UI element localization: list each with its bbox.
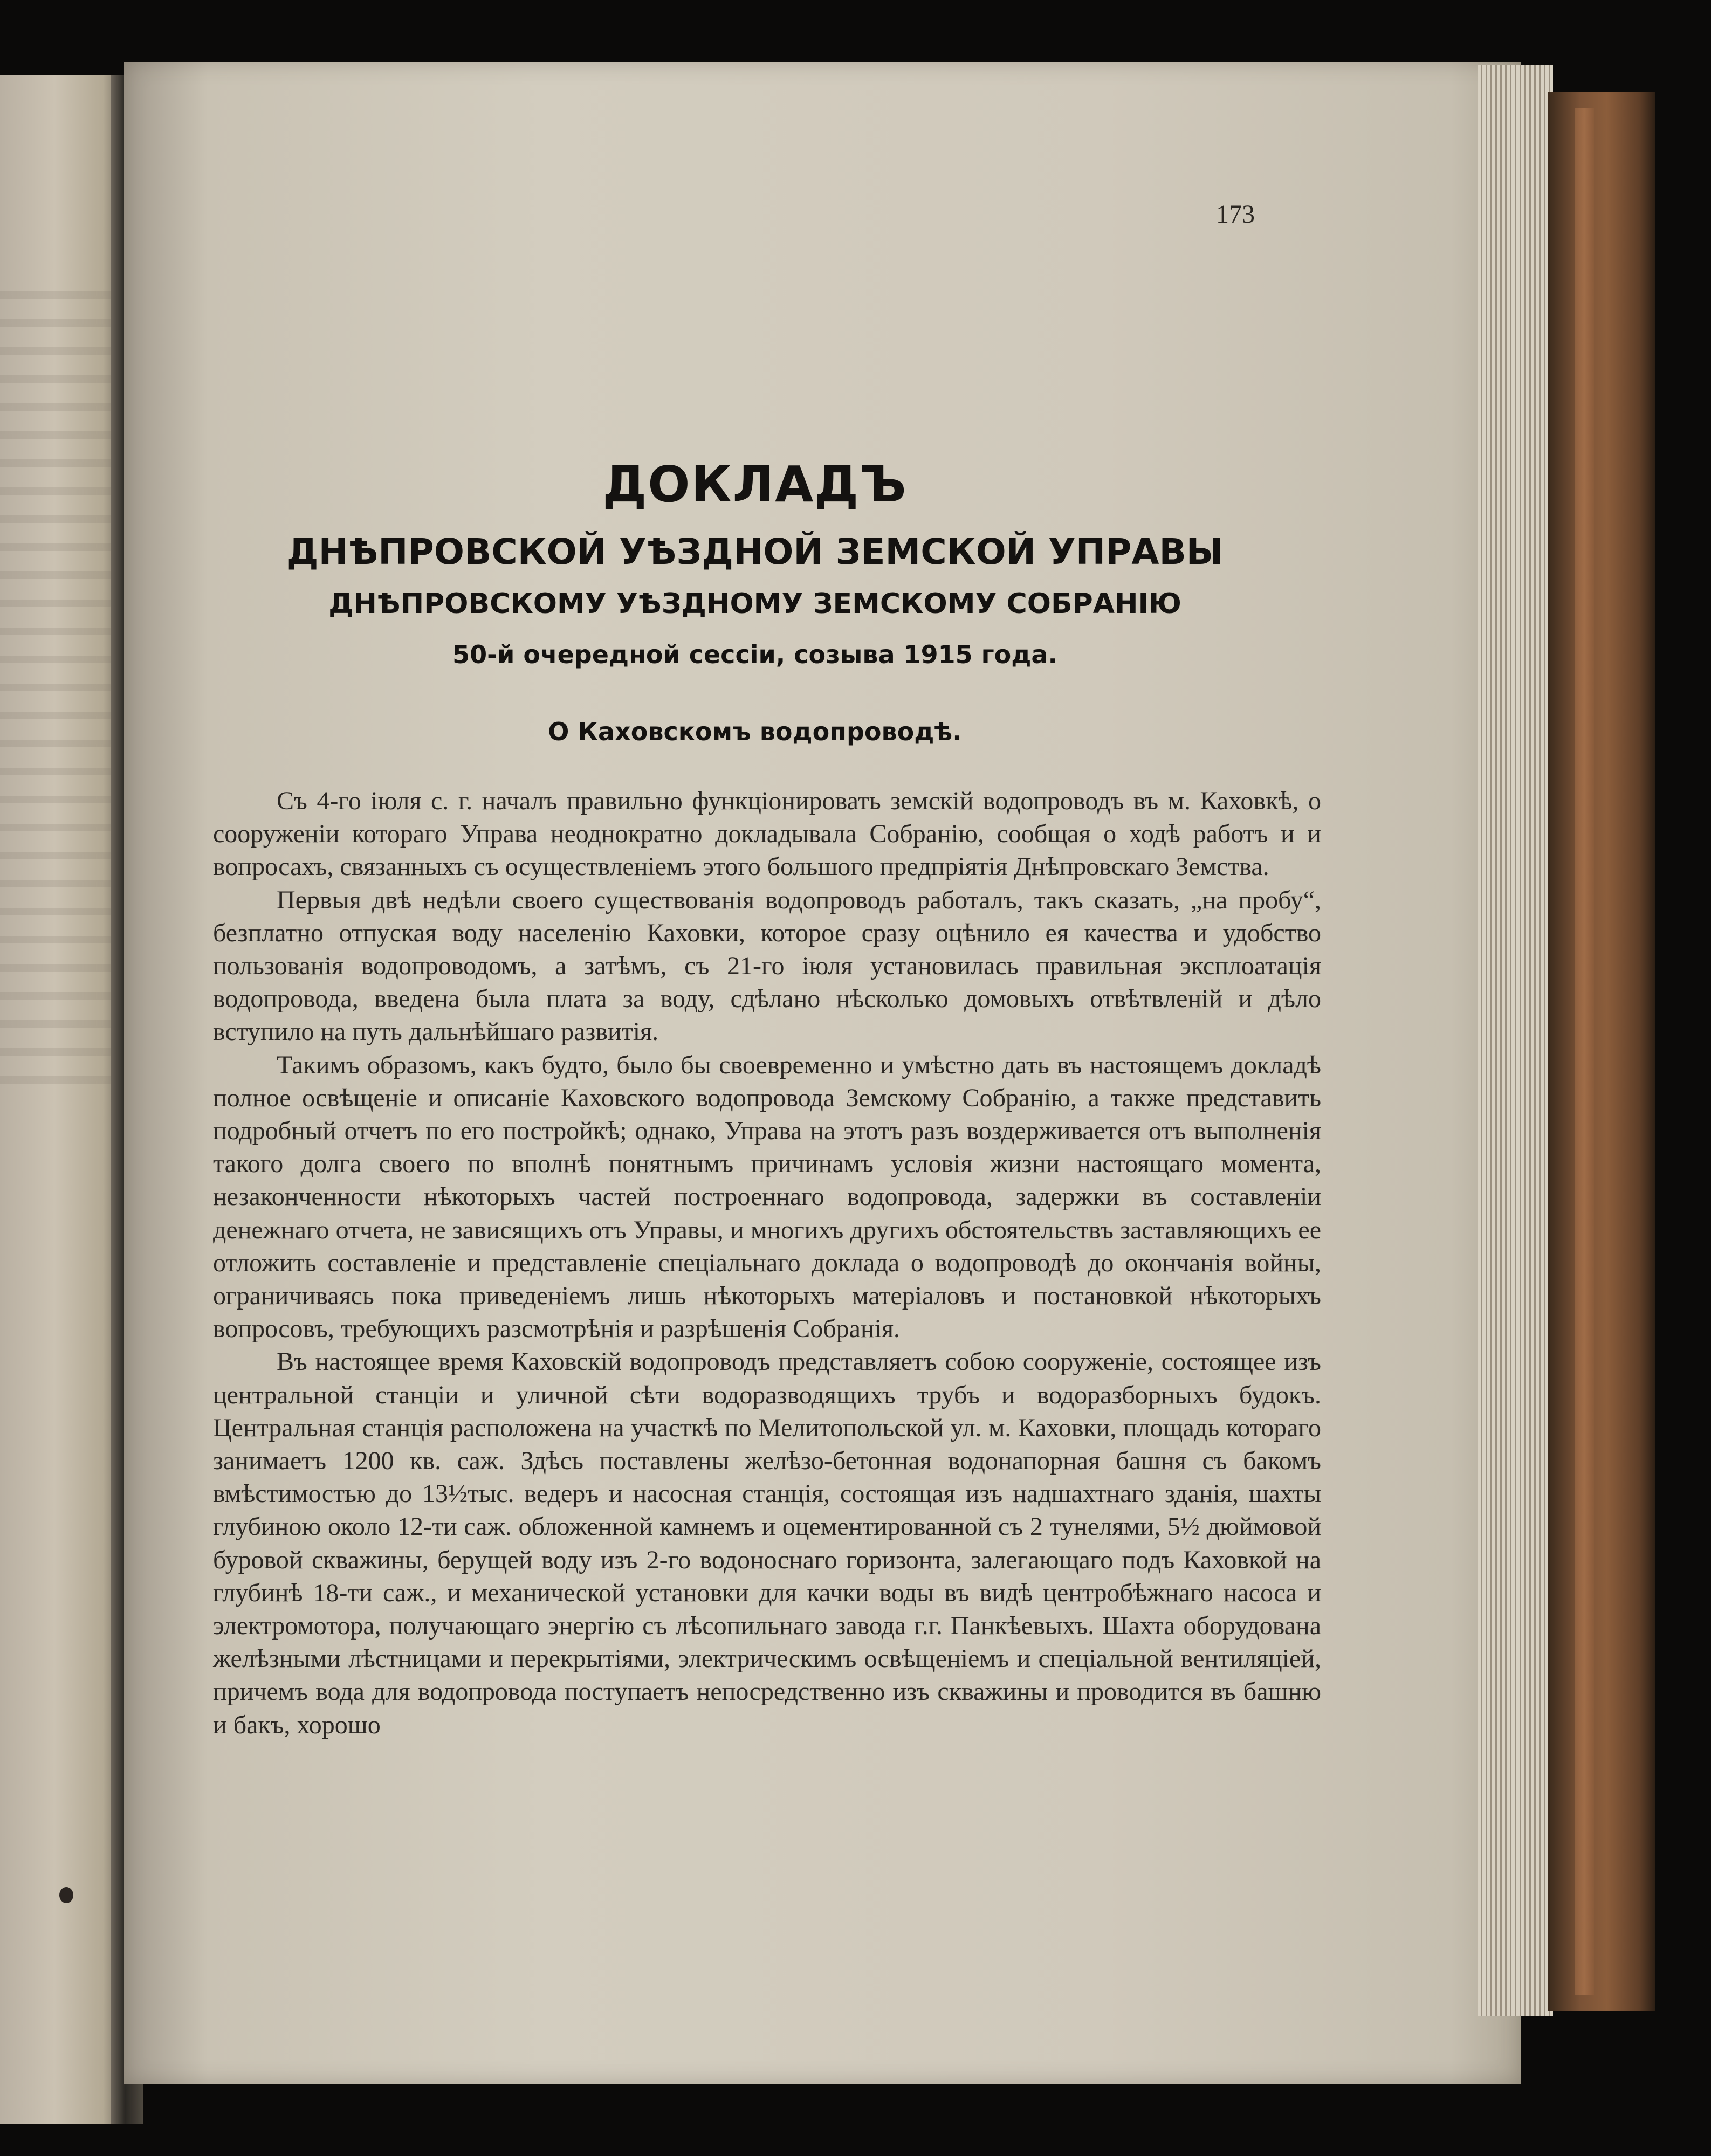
report-session: 50-й очередной сессіи, созыва 1915 года. [452,640,1057,669]
paragraph: Такимъ образомъ, какъ будто, было бы своевременно и умѣстно дать въ настоящемъ докладѣ полное освѣщеніе и описаніе Каховского водопровода Земскому Собранію, а также представить подробный отчетъ по его постройкѣ; однако, Управа на этотъ разъ воздерживается отъ выполненія такого долга своего по вполнѣ понятнымъ причинамъ условія жизни настоящаго момента, незаконченности нѣкоторыхъ частей построеннаго водопровода, задержки въ составленіи денежнаго отчета, не зависящихъ отъ Управы, и многихъ другихъ обстоятельствъ заставляющихъ ее отложить составленіе и представленіе спеціальнаго доклада о водопроводѣ до окончанія войны, ограничиваясь пока приведеніемъ лишь нѣкоторыхъ матеріаловъ и постановкой нѣкоторыхъ вопросовъ, требующихъ разсмотрѣнія и разрѣшенія Собранія. [213,1050,1321,1344]
ink-blot [59,1887,73,1903]
page-edges [1478,65,1553,2016]
body-text [213,784,1321,1741]
paragraph: Въ настоящее время Каховскій водопроводъ представляетъ собою сооруженіе, состоящее изъ центральной станціи и уличной сѣти водоразводящихъ трубъ и водоразборныхъ будокъ. Центральная станція расположена на участкѣ по Мелитопольской ул. м. Каховки, площадь котораго занимаетъ 1200 кв. саж. Здѣсь поставлены желѣзо-бетонная водонапорная башня съ бакомъ вмѣстимостью до 13½тыс. ведеръ и насосная станція, состоящая изъ надшахтнаго зданія, шахты глубиною около 12-ти саж. обложенной камнемъ и оцементированной съ 2 тунелями, 5½ дюймовой буровой скважины, берущей воду изъ 2-го водоноснаго горизонта, залегающаго подъ Каховкой на глубинѣ 18-ти саж., и механической установки для качки воды въ видѣ центробѣжнаго насоса и электромотора, получающаго энергію съ лѣсопильнаго завода г.г. Панкѣевыхъ. Шахта оборудована желѣзными лѣстницами и перекрытіями, электрическимъ освѣщеніемъ и спеціальной вентиляціей, причемъ вода для водопровода поступаетъ непосредственно изъ скважины и проводится въ башню и бакъ, хорошо [213,1347,1321,1739]
paragraph: Съ 4-го іюля с. г. началъ правильно функціонировать земскій водопроводъ въ м. Каховкѣ, о сооруженіи котораго Управа неоднократно докладывала Собранію, сообщая о ходѣ работъ и и вопросахъ, связанныхъ съ осуществленіемъ этого большого предпріятія Днѣпровскаго Земства. [213,787,1321,881]
page-number: 173 [1216,200,1255,229]
section-heading: О Каховскомъ водопроводѣ. [548,717,962,746]
left-page-bleed-through [0,291,119,1100]
book-cover [1548,92,1655,2011]
book-cover-spine [1575,108,1594,1995]
report-title: ДОКЛАДЪ [602,456,908,513]
report-subtitle-assembly: ДНѢПРОВСКОМУ УѢЗДНОМУ ЗЕМСКОМУ СОБРАНІЮ [328,588,1181,620]
paragraph: Первыя двѣ недѣли своего существованія водопроводъ работалъ, такъ сказать, „на пробу“, безплатно отпуская воду населенію Каховки, которое сразу оцѣнило ея качества и удобство пользованія водопроводомъ, а затѣмъ, съ 21-го іюля установилась правильная эксплоатація водопровода, введена была плата за воду, сдѣлано нѣсколько домовыхъ отвѣтвленій и дѣло вступило на путь дальнѣйшаго развитія. [213,885,1321,1046]
report-subtitle-board: ДНѢПРОВСКОЙ УѢЗДНОЙ ЗЕМСКОЙ УПРАВЫ [286,531,1224,573]
